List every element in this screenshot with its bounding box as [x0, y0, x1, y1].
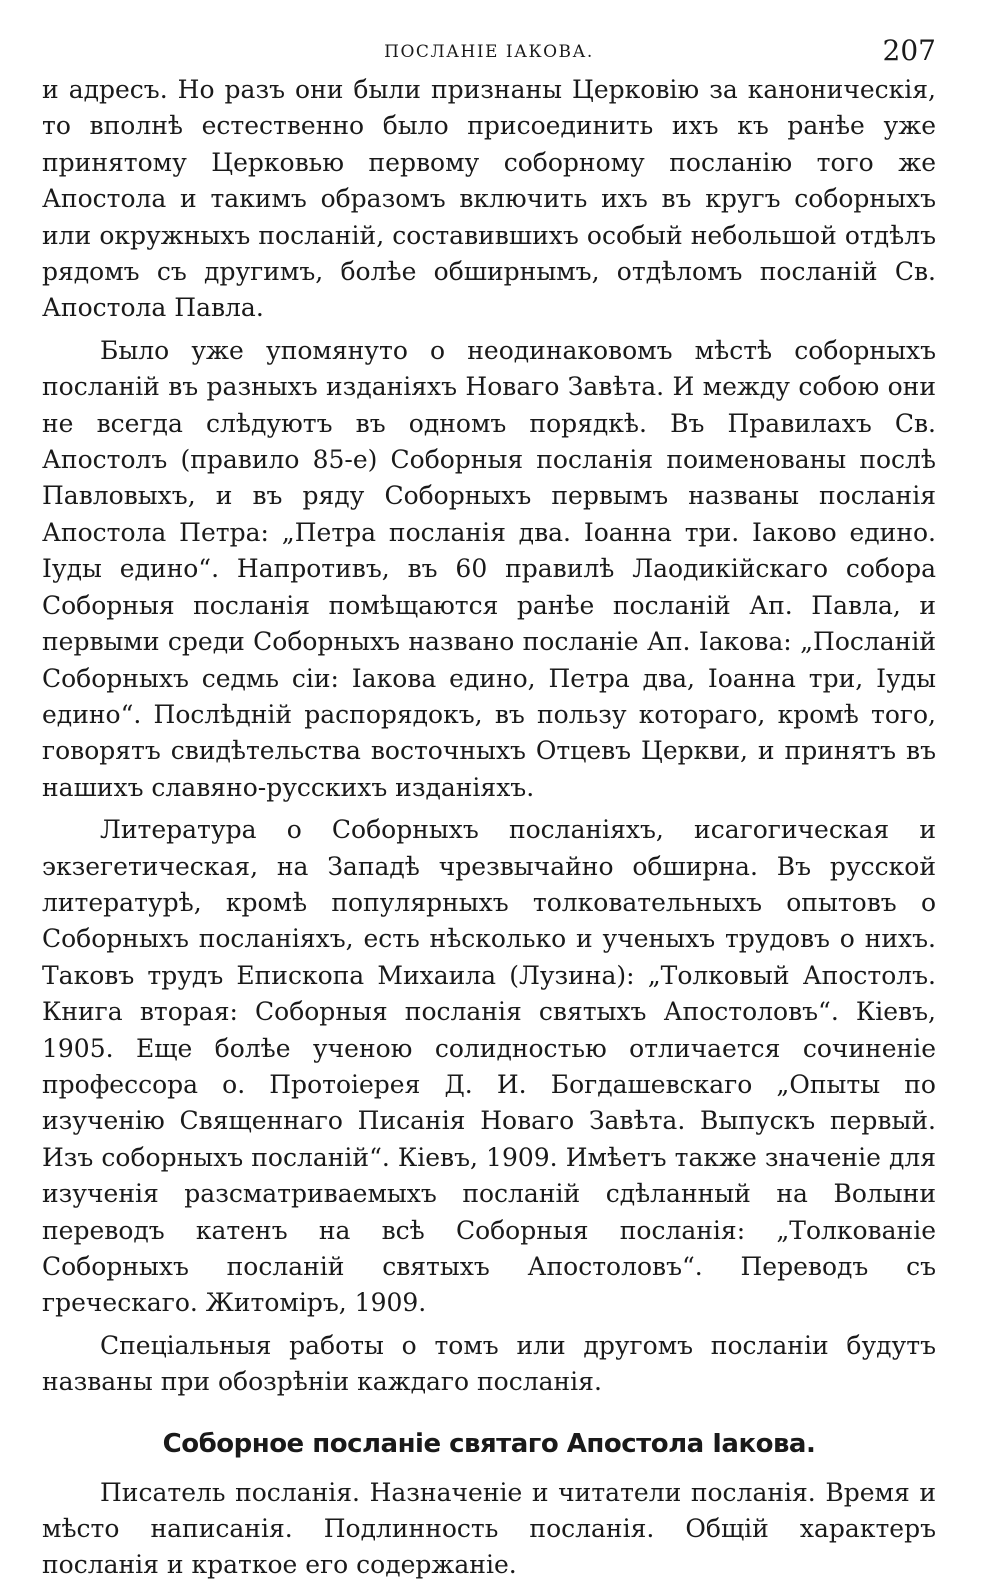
paragraph-literature: Литература о Соборныхъ посланіяхъ, исагогическая и экзегетическая, на Западѣ чрезвычайно обширна. Въ русской литературѣ, кромѣ популярныхъ толковательныхъ опытовъ о Соборныхъ посланіяхъ, есть нѣсколько и ученыхъ трудовъ о нихъ. Таковъ трудъ Епископа Михаила (Лузина): „Толковый Апостолъ. Книга вторая: Соборныя посланія святыхъ Апостоловъ“. Кіевъ, 1905. Еще болѣе ученою солидностью отличается сочиненіе профессора о. Протоіерея Д. И. Богдашевскаго „Опыты по изученію Священнаго Писанія Новаго Завѣта. Выпускъ первый. Изъ соборныхъ посланій“. Кіевъ, 1909. Имѣетъ также значеніе для изученія разсматриваемыхъ посланій сдѣланный на Волыни переводъ катенъ на всѣ Соборныя посланія: „Толкованіе Соборныхъ посланій святыхъ Апостоловъ“. Переводъ съ греческаго. Житоміръ, 1909. — [42, 815, 936, 1318]
body-text — [42, 72, 936, 1401]
running-title: ПОСЛАНІЕ ІАКОВА. — [384, 42, 594, 62]
paragraph-order-of-epistles: Было уже упомянуто о неодинаковомъ мѣстѣ соборныхъ посланій въ разныхъ изданіяхъ Новаго Завѣта. И между собою они не всегда слѣдуютъ въ одномъ порядкѣ. Въ Правилахъ Св. Апостолъ (правило 85-е) Соборныя посланія поименованы послѣ Павловыхъ, и въ ряду Соборныхъ первымъ названы посланія Апостола Петра: „Петра посланія два. Іоанна три. Іаково едино. Іуды едино“. Напротивъ, въ 60 правилѣ Лаодикійскаго собора Соборныя посланія помѣщаются ранѣе посланій Ап. Павла, и первыми среди Соборныхъ названо посланіе Ап. Іакова: „Посланій Соборныхъ седмь сіи: Іакова едино, Петра два, Іоанна три, Іуды едино“. Послѣдній распорядокъ, въ пользу котораго, кромѣ того, говорятъ свидѣтельства восточныхъ Отцевъ Церкви, и принятъ въ нашихъ славяно-русскихъ изданіяхъ. — [42, 335, 936, 802]
section-contents — [42, 1475, 936, 1584]
paragraph-special-works: Спеціальныя работы о томъ или другомъ посланіи будутъ названы при обозрѣніи каждаго посланія. — [42, 1330, 936, 1397]
running-header — [42, 30, 936, 72]
section-contents-text: Писатель посланія. Назначеніе и читатели посланія. Время и мѣсто написанія. Подлинность посланія. Общій характеръ посланія и краткое его содержаніе. — [42, 1477, 936, 1580]
paragraph-continuation: и адресъ. Но разъ они были признаны Церковію за каноническія, то вполнѣ естественно было присоединить ихъ къ ранѣе уже принятому Церковью первому соборному посланію того же Апостола и такимъ образомъ включить ихъ въ кругъ соборныхъ или окружныхъ посланій, составившихъ особый небольшой отдѣлъ рядомъ съ другимъ, болѣе обширнымъ, отдѣломъ посланій Св. Апостола Павла. — [42, 75, 936, 323]
page-number: 207 — [882, 34, 936, 67]
book-page — [42, 30, 936, 1584]
section-heading: Соборное посланіе святаго Апостола Іакова. — [162, 1428, 816, 1459]
